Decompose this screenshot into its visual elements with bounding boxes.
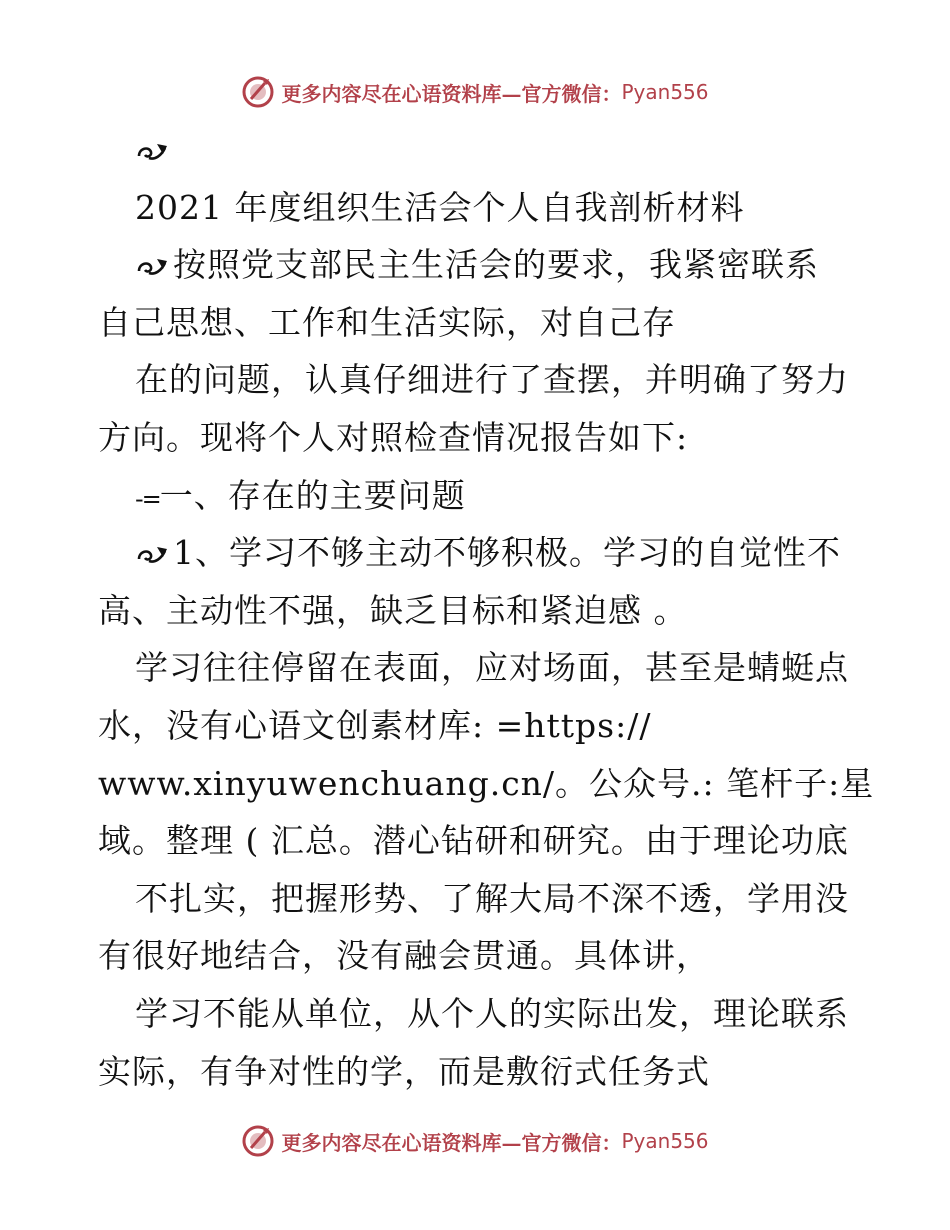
logo-icon	[241, 75, 275, 109]
paragraph-line: 高、主动性不强，缺乏目标和紧迫感 。	[98, 590, 688, 630]
document-body	[98, 121, 875, 1100]
watermark-footer	[0, 1121, 950, 1161]
watermark-text: 更多内容尽在心语资料库—官方微信：	[281, 1130, 622, 1155]
dash-mark: -=	[135, 484, 160, 513]
logo-icon	[241, 1124, 275, 1158]
watermark-header	[0, 72, 950, 112]
paragraph-line: 自己思想、工作和生活实际，对自己存	[98, 302, 676, 342]
paragraph-line: 1、学习不够主动不够积极。学习的自觉性不	[98, 524, 858, 582]
ornament-icon	[135, 541, 171, 569]
ornament-line	[98, 121, 858, 179]
paragraph-line: 域。整理 ( 汇总。潜心钻研和研究。由于理论功底	[98, 821, 849, 861]
ornament-icon	[135, 253, 171, 281]
watermark-text: 更多内容尽在心语资料库—官方微信：	[281, 81, 622, 106]
paragraph-line: 学习往往停留在表面，应对场面，甚至是蜻蜓点	[135, 648, 849, 688]
watermark-wechat-id: Pyan556	[621, 80, 709, 104]
paragraph-line: 方向。现将个人对照检查情况报告如下:	[98, 417, 689, 457]
paragraph-line: 按照党支部民主生活会的要求，我紧密联系	[98, 236, 858, 294]
ornament-icon	[135, 138, 171, 166]
paragraph-line: 学习不能从单位，从个人的实际出发，理论联系	[135, 993, 849, 1033]
watermark-wechat-id: Pyan556	[621, 1129, 709, 1153]
paragraph-line: 在的问题，认真仔细进行了查摆，并明确了努力	[135, 360, 849, 400]
paragraph-line: 实际，有争对性的学，而是敷衍式任务式	[98, 1051, 710, 1091]
paragraph-line: 水，没有心语文创素材库: =https://	[98, 705, 652, 745]
paragraph-line: 不扎实，把握形势、了解大局不深不透，学用没	[135, 878, 849, 918]
paragraph-line: 有很好地结合，没有融会贯通。具体讲，	[98, 936, 710, 976]
section-heading: -=一、存在的主要问题	[135, 475, 466, 515]
paragraph-line: www.xinyuwenchuang.cn/。公众号.: 笔杆子:星	[98, 763, 875, 803]
document-title: 2021 年度组织生活会个人自我剖析材料	[135, 187, 745, 227]
